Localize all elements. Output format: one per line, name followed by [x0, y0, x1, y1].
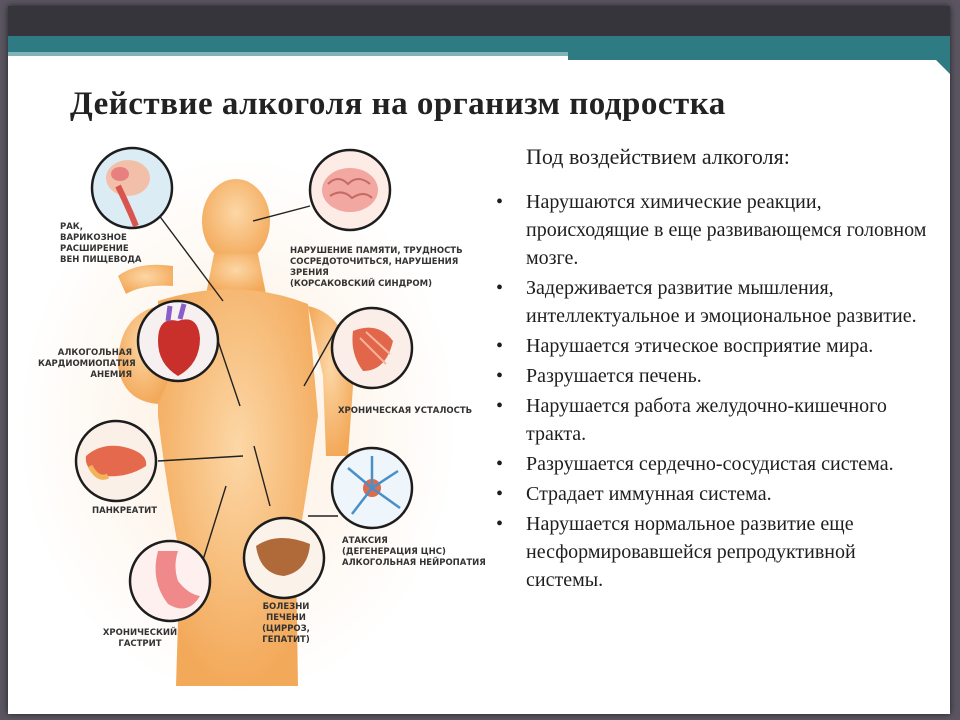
list-item: • Задерживается развитие мышления, интеллектуальное и эмоциональное развитие.	[496, 277, 917, 327]
list-item: • Нарушаются химические реакции, происходящие в еще развивающемся головном мозге.	[496, 191, 927, 269]
list-item: • Страдает иммунная система.	[496, 483, 772, 505]
pancreas-circle	[76, 421, 156, 501]
label-brain: НАРУШЕНИЕ ПАМЯТИ, ТРУДНОСТЬ СОСРЕДОТОЧИТЬСЯ, НАРУШЕНИЯ ЗРЕНИЯ (КОРСАКОВСКИЙ СИНДРОМ)	[290, 246, 463, 289]
body-illustration	[8, 126, 488, 714]
brain-circle	[310, 150, 390, 230]
label-neuron: АТАКСИЯ (ДЕГЕНЕРАЦИЯ ЦНС) АЛКОГОЛЬНАЯ НЕЙРОПАТИЯ	[342, 536, 486, 568]
label-muscle: ХРОНИЧЕСКАЯ УСТАЛОСТЬ	[338, 406, 473, 416]
header-light-line	[8, 52, 568, 56]
heart-circle	[138, 301, 218, 381]
label-pancreas: ПАНКРЕАТИТ	[92, 506, 158, 516]
header-teal-step	[568, 50, 950, 60]
bullets-heading: Под воздействием алкоголя:	[526, 144, 790, 169]
label-liver: БОЛЕЗНИ ПЕЧЕНИ (ЦИРРОЗ, ГЕПАТИТ)	[262, 602, 310, 645]
slide	[8, 6, 950, 714]
list-item: • Нарушается нормальное развитие еще несформировавшейся репродуктивной системы.	[496, 513, 856, 591]
list-item: • Нарушается работа желудочно-кишечного тракта.	[496, 395, 887, 445]
esophagus-circle	[92, 148, 172, 228]
muscle-circle	[332, 308, 412, 388]
neuron-circle	[332, 448, 412, 528]
stomach-circle	[130, 541, 210, 621]
header-dark-bar	[8, 6, 950, 36]
effects-list	[492, 188, 932, 596]
label-esophagus: РАК, ВАРИКОЗНОЕ РАСШИРЕНИЕ ВЕН ПИЩЕВОДА	[60, 222, 142, 265]
liver-circle	[244, 518, 324, 598]
label-heart: АЛКОГОЛЬНАЯ КАРДИОМИОПАТИЯ АНЕМИЯ	[38, 348, 136, 380]
list-item: • Разрушается печень.	[496, 365, 702, 387]
header-corner-triangle	[928, 52, 950, 74]
list-item: • Нарушается этическое восприятие мира.	[496, 335, 874, 357]
list-item: • Разрушается сердечно-сосудистая система.	[496, 453, 894, 475]
slide-title: Действие алкоголя на организм подростка	[70, 86, 726, 122]
label-stomach: ХРОНИЧЕСКИЙ ГАСТРИТ	[102, 628, 178, 649]
